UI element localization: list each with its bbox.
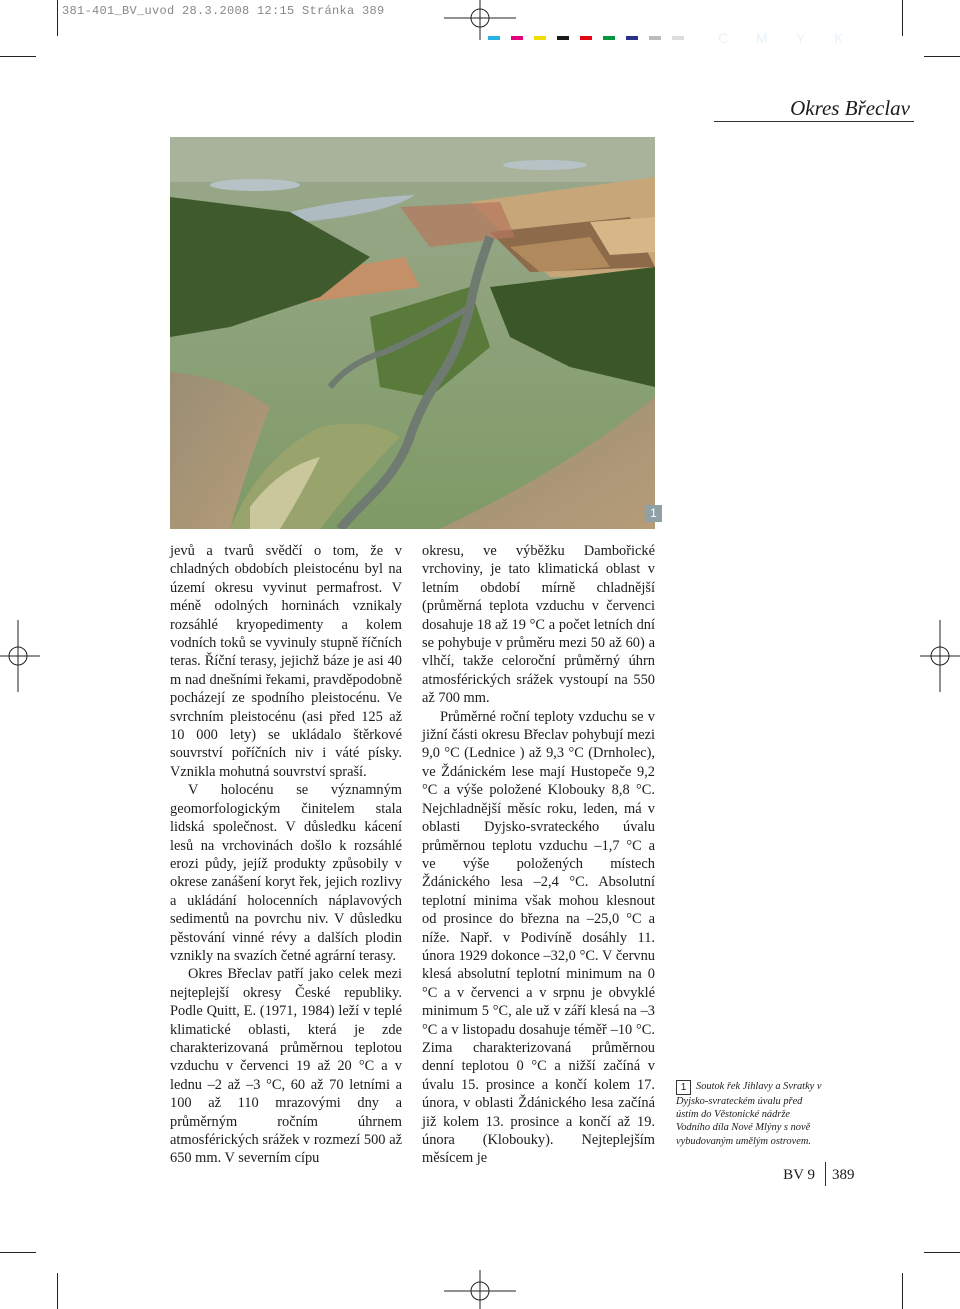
crop-mark-top-left-v [57, 0, 58, 36]
registration-mark-left-icon [0, 620, 40, 692]
registration-mark-top-icon [444, 0, 516, 40]
aerial-photo [170, 137, 655, 529]
color-swatch [649, 36, 661, 40]
caption-number: 1 [676, 1080, 691, 1095]
crop-mark-top-left-h [0, 56, 36, 57]
cmyk-letter-y: Y [796, 30, 806, 46]
folio-section: BV 9 [783, 1167, 815, 1183]
text-column-right [422, 542, 655, 1168]
text-column-left [170, 542, 402, 1168]
page-number: 389 [832, 1167, 855, 1183]
cmyk-letter-m: M [756, 30, 768, 46]
crop-mark-bottom-left-v [57, 1273, 58, 1309]
paragraph: V holocénu se významným geomorfologickým činitelem stala lidská společnost. V důsledku kácení lesů na vrchovinách došlo k rozsáhlé erozi půdy, jejíž produkty způsobily v okrese zanášení koryt řek, jejich rozlivy a ukládání holocenních náplavových sedimentů na povrchu niv. V důsledku pěstování vinné révy a dalších plodin vznikly na svazích četné agrární terasy. [170, 782, 402, 964]
color-swatch [557, 36, 569, 40]
running-header-title: Okres Břeclav [790, 96, 910, 120]
color-swatch [511, 36, 523, 40]
folio-separator [825, 1162, 826, 1186]
cmyk-letter-k: K [834, 30, 844, 46]
photo-caption [676, 1080, 826, 1148]
crop-mark-top-right-v [902, 0, 903, 36]
cmyk-letter-c: C [718, 30, 729, 46]
photo-number-label: 1 [645, 505, 662, 522]
crop-mark-bottom-right-v [902, 1273, 903, 1309]
caption-text: Soutok řek Jihlavy a Svratky v Dyjsko-svrateckém úvalu před ústím do Věstonické nádrže Vodního díla Nové Mlýny s nově vybudovaným umělým ostrovem. [676, 1081, 822, 1147]
color-swatch [672, 36, 684, 40]
color-bar [488, 36, 688, 40]
crop-mark-bottom-right-h [924, 1252, 960, 1253]
color-swatch [626, 36, 638, 40]
color-swatch [534, 36, 546, 40]
print-slug: 381-401_BV_uvod 28.3.2008 12:15 Stránka 389 [62, 4, 385, 18]
paragraph: Okres Břeclav patří jako celek mezi nejteplejší okresy České republiky. Podle Quitt, E. (1971, 1984) leží v teplé klimatické oblasti, která je zde charakterizovaná průměrnou teplotou vzduchu v červenci 19 až 20 °C a v lednu –2 až –3 °C, 60 až 70 letními a 100 až 110 mrazovými dny a průměrným ročním úhrnem atmosférických srážek v rozmezí 500 až 650 mm. V severním cípu [170, 966, 402, 1167]
crop-mark-bottom-left-h [0, 1252, 36, 1253]
color-swatch [580, 36, 592, 40]
header-rule [714, 121, 914, 122]
registration-mark-bottom-icon [444, 1270, 516, 1309]
color-swatch [488, 36, 500, 40]
paragraph: Průměrné roční teploty vzduchu se v jižní části okresu Břeclav pohybují mezi 9,0 °C (Lednice ) až 9,3 °C (Drnholec), ve Ždánickém lese mají Hustopeče 9,2 °C a výše položené Klobouky 8,8 °C. Nejchladnější měsíc roku, leden, má v oblasti Dyjsko-svrateckého úvalu průměrnou teplotu vzduchu –1,7 °C a ve výše položených místech Ždánického lesa –2,4 °C. Absolutní teplotní minima však mohou klesnout od prosince do března na –25,0 °C a níže. Např. v Podivíně dosáhly 11. února 1929 dokonce –32,0 °C. V červnu klesá absolutní teplotní minimum na 0 °C a v červenci a v srpnu je obvyklé minimum 5 °C, ale už v září klesá na –3 °C a v listopadu dosahuje téměř –10 °C. Zima charakterizovaná průměrnou denní teplotou 0 °C a nižší začíná v úvalu 15. prosince a končí kolem 17. února, v oblasti Ždánického lesa začíná již kolem 13. prosince a končí až 19. února (Klobouky). Nejteplejším měsícem je [422, 708, 655, 1167]
crop-mark-top-right-h [924, 56, 960, 57]
paragraph: jevů a tvarů svědčí o tom, že v chladných obdobích pleistocénu byl na území okresu vyvinut permafrost. V méně odolných horninách vznikaly rozsáhlé kryopedimenty a kolem vodních toků se vyvinuly stupně říčních teras. Říční terasy, jejichž báze je asi 40 m nad dnešními řekami, pravděpodobně pocházejí ze spodního pleistocénu. Ve svrchním pleistocénu (asi před 125 až 10 000 lety) se ukládalo štěrkové souvrství poříčních niv i váté písky. Vznikla mohutná souvrství spraší. [170, 543, 402, 780]
paragraph: okresu, ve výběžku Dambořické vrchoviny, je tato klimatická oblast v letním období mírně chladnější (průměrná teplota vzduchu v červenci dosahuje 18 až 19 °C a počet letních dní se pohybuje v průměru mezi 50 až 60) a vlhčí, takže celoroční průměrný úhrn atmosférických srážek vystoupí na 550 až 700 mm. [422, 543, 655, 707]
color-swatch [603, 36, 615, 40]
registration-mark-right-icon [920, 620, 960, 692]
